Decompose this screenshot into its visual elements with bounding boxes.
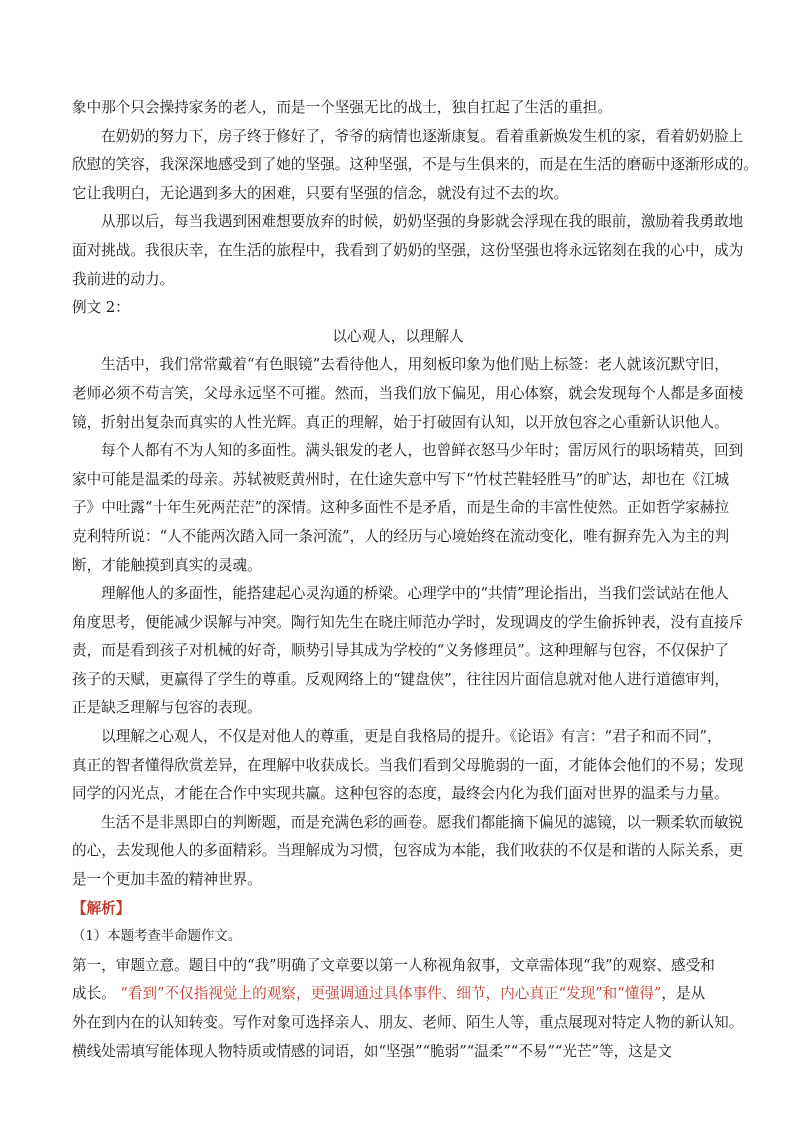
analysis-line: 第一，审题立意。题目中的“我”明确了文章要以第一人称视角叙事，文章需体现“我”的观察、感受和 [72, 956, 715, 974]
analysis-highlight: “看到”不仅指视觉上的观察，更强调通过具体事件、细节，内心真正“发现”和“懂得” [120, 985, 662, 1003]
paragraph [72, 123, 758, 209]
text-line: 生活不是非黑即白的判断题，而是充满色彩的画卷。愿我们都能摘下偏见的滤镜，以一颗柔软而敏锐 [101, 813, 744, 831]
text-line: 从那以后，每当我遇到困难想要放弃的时候，奶奶坚强的身影就会浮现在我的眼前，激励着我勇敢地 [101, 213, 744, 231]
paragraph [72, 809, 744, 895]
paragraph [72, 94, 724, 123]
document-body [72, 94, 758, 1066]
text-line: 责，而是看到孩子对机械的好奇，顺势引导其成为学校的“义务修理员”。这种理解与包容，不仅保护了 [72, 642, 730, 660]
text-line: 镜，折射出复杂而真实的人性光辉。真正的理解，始于打破固有认知，以开放包容之心重新认识他人。 [72, 413, 729, 431]
text-line: 它让我明白，无论遇到多大的困难，只要有坚强的信念，就没有过不去的坎。 [72, 184, 569, 202]
text-line: 同学的闪光点，才能在合作中实现共赢。这种包容的态度，最终会内化为我们面对世界的温柔与力量。 [72, 785, 729, 803]
example-label: 例文 2： [72, 299, 130, 317]
text-line: 生活中，我们常常戴着“有色眼镜”去看待他人，用刻板印象为他们贴上标签：老人就该沉默守旧， [101, 356, 729, 374]
paragraph [72, 208, 744, 294]
text-line: 家中可能是温柔的母亲。苏轼被贬黄州时，在仕途失意中写下“竹杖芒鞋轻胜马”的旷达，却也在《江城 [72, 470, 730, 488]
text-line: 的心，去发现他人的多面精彩。当理解成为习惯，包容成为本能，我们收获的不仅是和谐的人际关系，更 [72, 842, 744, 860]
paragraph [72, 437, 744, 580]
paragraph [72, 580, 744, 723]
text-line: 角度思考，便能减少误解与冲突。陶行知先生在晓庄师范办学时，发现调皮的学生偷拆钟表，没有直接斥 [72, 613, 744, 631]
text-line: 在奶奶的努力下，房子终于修好了，爷爷的病情也逐渐康复。看着重新焕发生机的家，看着奶奶脸上 [101, 127, 744, 145]
text-line: 断，才能触摸到真实的灵魂。 [72, 556, 262, 574]
analysis-text: ，是从 [661, 985, 706, 1003]
analysis-line [72, 980, 724, 1009]
analysis-text: 成长。 [72, 985, 121, 1003]
paragraph [72, 723, 744, 809]
paragraph [72, 351, 744, 437]
text-line: 老师必须不苟言笑，父母永远坚不可摧。然而，当我们放下偏见，用心体察，就会发现每个人都是多面棱 [72, 384, 744, 402]
text-line: 克利特所说：“人不能两次踏入同一条河流”，人的经历与心境始终在流动变化，唯有摒弃先入为主的判 [72, 527, 730, 545]
text-line: 孩子的天赋，更赢得了学生的尊重。反观网络上的“键盘侠”，往往因片面信息就对他人进行道德审判， [72, 670, 730, 688]
analysis-line: 横线处需填写能体现人物特质或情感的词语，如“坚强”“脆弱”“温柔”“不易”“光芒”等，这是文 [72, 1042, 672, 1060]
text-line: 我前进的动力。 [72, 270, 175, 288]
analysis-line: 外在到内在的认知转变。写作对象可选择亲人、朋友、老师、陌生人等，重点展现对特定人物的新认知。 [72, 1014, 744, 1031]
analysis-note: （1）本题考查半命题作文。 [72, 929, 242, 945]
text-line: 理解他人的多面性，能搭建起心灵沟通的桥梁。心理学中的“共情”理论指出，当我们尝试站在他人 [101, 585, 729, 603]
essay-title: 以心观人，以理解人 [332, 327, 464, 345]
text-line: 子》中吐露“十年生死两茫茫”的深情。这种多面性不是矛盾，而是生命的丰富性使然。正如哲学家赫拉 [72, 499, 730, 517]
analysis-label: 【解析】 [72, 899, 131, 917]
text-line: 真正的智者懂得欣赏差异，在理解中收获成长。当我们看到父母脆弱的一面，才能体会他们的不易；发现 [72, 756, 744, 774]
text-line: 面对挑战。我很庆幸，在生活的旅程中，我看到了奶奶的坚强，这份坚强也将永远铭刻在我的心中，成为 [72, 241, 744, 259]
text-line: 正是缺乏理解与包容的表现。 [72, 699, 262, 717]
text-line: 欣慰的笑容，我深深地感受到了她的坚强。这种坚强，不是与生俱来的，而是在生活的磨砺中逐渐形成的。 [72, 156, 758, 174]
text-line: 以理解之心观人，不仅是对他人的尊重，更是自我格局的提升。《论语》有言：“君子和而不同”， [101, 728, 722, 746]
text-line: 是一个更加丰盈的精神世界。 [72, 871, 262, 889]
text-line: 每个人都有不为人知的多面性。满头银发的老人，也曾鲜衣怒马少年时；雷厉风行的职场精英，回到 [101, 442, 744, 460]
text-line: 象中那个只会操持家务的老人，而是一个坚强无比的战士，独自扛起了生活的重担。 [72, 99, 612, 116]
